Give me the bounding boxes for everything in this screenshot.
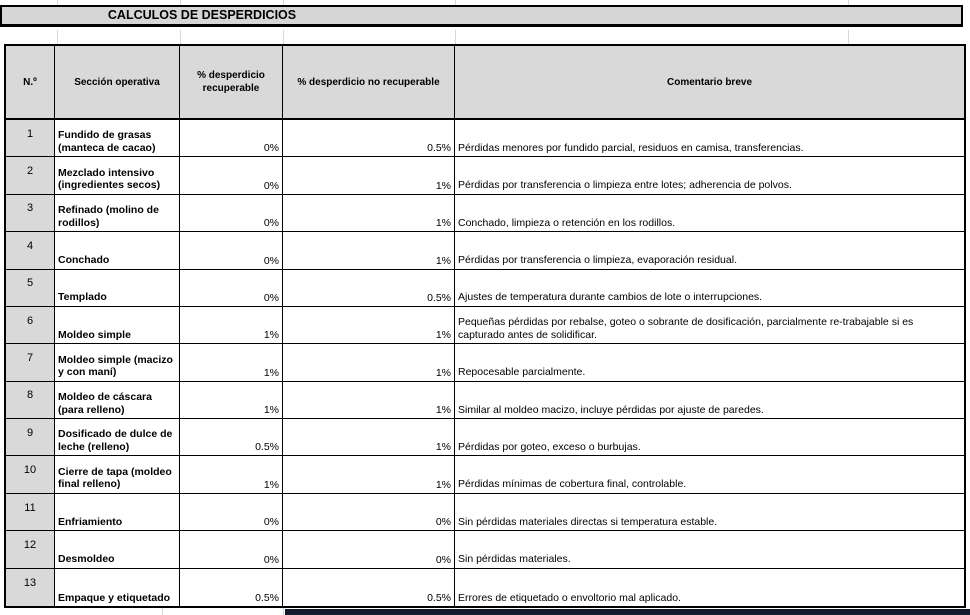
column-header-non-recoverable[interactable]: % desperdicio no recuperable xyxy=(283,46,455,120)
table-row xyxy=(6,344,964,381)
section-cell[interactable]: Fundido de grasas (manteca de cacao) xyxy=(55,120,180,156)
comment-cell[interactable]: Repocesable parcialmente. xyxy=(458,366,586,379)
recoverable-pct-cell[interactable]: 0% xyxy=(180,120,283,156)
section-cell[interactable]: Desmoldeo xyxy=(55,531,180,567)
recoverable-pct-cell[interactable]: 1% xyxy=(180,307,283,343)
non-recoverable-pct-cell[interactable]: 0.5% xyxy=(283,569,455,606)
sheet-title-bar[interactable] xyxy=(0,5,963,27)
sheet-title: CALCULOS DE DESPERDICIOS xyxy=(107,8,297,22)
recoverable-pct-cell[interactable]: 0% xyxy=(180,494,283,530)
non-recoverable-pct-cell[interactable]: 0.5% xyxy=(283,270,455,306)
comment-cell[interactable]: Ajustes de temperatura durante cambios de lote o interrupciones. xyxy=(458,291,763,304)
bottom-dark-bar xyxy=(285,609,970,615)
section-cell[interactable]: Dosificado de dulce de leche (relleno) xyxy=(55,419,180,455)
comment-cell[interactable]: Pérdidas por goteo, exceso o burbujas. xyxy=(458,440,641,453)
table-row xyxy=(6,307,964,344)
table-row xyxy=(6,195,964,232)
non-recoverable-pct-cell[interactable]: 1% xyxy=(283,307,455,343)
section-cell[interactable]: Moldeo simple (macizo y con maní) xyxy=(55,344,180,380)
recoverable-pct-cell[interactable]: 0.5% xyxy=(180,419,283,455)
comment-cell[interactable]: Pérdidas por transferencia o limpieza entre lotes; adherencia de polvos. xyxy=(458,179,792,192)
table-row xyxy=(6,531,964,568)
row-number-cell[interactable]: 5 xyxy=(6,270,55,306)
comment-cell[interactable]: Errores de etiquetado o envoltorio mal aplicado. xyxy=(458,591,681,604)
comment-cell[interactable]: Conchado, limpieza o retención en los rodillos. xyxy=(458,216,676,229)
non-recoverable-pct-cell[interactable]: 1% xyxy=(283,419,455,455)
row-number-cell[interactable]: 13 xyxy=(6,569,55,606)
section-cell[interactable]: Cierre de tapa (moldeo final relleno) xyxy=(55,456,180,492)
section-cell[interactable]: Templado xyxy=(55,270,180,306)
comment-cell[interactable]: Pérdidas mínimas de cobertura final, controlable. xyxy=(458,478,687,491)
non-recoverable-pct-cell[interactable]: 0% xyxy=(283,494,455,530)
table-row xyxy=(6,270,964,307)
column-header-comment[interactable]: Comentario breve xyxy=(455,46,964,120)
row-number-cell[interactable]: 1 xyxy=(6,120,55,156)
table-row xyxy=(6,456,964,493)
non-recoverable-pct-cell[interactable]: 1% xyxy=(283,344,455,380)
sheet-gridline xyxy=(283,30,284,44)
table-header-row xyxy=(6,46,964,120)
row-number-cell[interactable]: 4 xyxy=(6,232,55,268)
section-cell[interactable]: Moldeo simple xyxy=(55,307,180,343)
comment-cell[interactable]: Sin pérdidas materiales. xyxy=(458,553,571,566)
non-recoverable-pct-cell[interactable]: 1% xyxy=(283,456,455,492)
sheet-gridline xyxy=(848,30,849,44)
column-header-section[interactable]: Sección operativa xyxy=(55,46,180,120)
row-number-cell[interactable]: 8 xyxy=(6,382,55,418)
row-number-cell[interactable]: 10 xyxy=(6,456,55,492)
table-row xyxy=(6,157,964,194)
non-recoverable-pct-cell[interactable]: 0.5% xyxy=(283,120,455,156)
table-row xyxy=(6,120,964,157)
section-cell[interactable]: Enfriamiento xyxy=(55,494,180,530)
section-cell[interactable]: Refinado (molino de rodillos) xyxy=(55,195,180,231)
column-header-recoverable[interactable]: % desperdicio recuperable xyxy=(180,46,283,120)
row-number-cell[interactable]: 9 xyxy=(6,419,55,455)
table-row xyxy=(6,569,964,606)
section-cell[interactable]: Moldeo de cáscara (para relleno) xyxy=(55,382,180,418)
non-recoverable-pct-cell[interactable]: 1% xyxy=(283,382,455,418)
recoverable-pct-cell[interactable]: 0% xyxy=(180,157,283,193)
table-row xyxy=(6,382,964,419)
comment-cell[interactable]: Sin pérdidas materiales directas si temperatura estable. xyxy=(458,515,718,528)
table-row xyxy=(6,419,964,456)
table-row xyxy=(6,232,964,269)
comment-cell[interactable]: Pequeñas pérdidas por rebalse, goteo o sobrante de dosificación, parcialmente re-trabajable si es capturado antes de solidificar. xyxy=(458,316,914,341)
recoverable-pct-cell[interactable]: 0% xyxy=(180,270,283,306)
recoverable-pct-cell[interactable]: 1% xyxy=(180,344,283,380)
section-cell[interactable]: Mezclado intensivo (ingredientes secos) xyxy=(55,157,180,193)
row-number-cell[interactable]: 3 xyxy=(6,195,55,231)
sheet-gridline xyxy=(57,30,58,44)
table-row xyxy=(6,494,964,531)
recoverable-pct-cell[interactable]: 1% xyxy=(180,382,283,418)
comment-cell[interactable]: Pérdidas por transferencia o limpieza, evaporación residual. xyxy=(458,254,737,267)
section-cell[interactable]: Conchado xyxy=(55,232,180,268)
non-recoverable-pct-cell[interactable]: 1% xyxy=(283,232,455,268)
non-recoverable-pct-cell[interactable]: 1% xyxy=(283,195,455,231)
recoverable-pct-cell[interactable]: 0% xyxy=(180,195,283,231)
section-cell[interactable]: Empaque y etiquetado xyxy=(55,569,180,606)
column-header-number[interactable]: N.º xyxy=(6,46,55,120)
sheet-gridline xyxy=(180,30,181,44)
non-recoverable-pct-cell[interactable]: 1% xyxy=(283,157,455,193)
recoverable-pct-cell[interactable]: 0.5% xyxy=(180,569,283,606)
sheet-gridline xyxy=(162,608,163,615)
row-number-cell[interactable]: 2 xyxy=(6,157,55,193)
row-number-cell[interactable]: 12 xyxy=(6,531,55,567)
waste-calculations-table xyxy=(4,44,966,608)
row-number-cell[interactable]: 11 xyxy=(6,494,55,530)
comment-cell[interactable]: Pérdidas menores por fundido parcial, residuos en camisa, transferencias. xyxy=(458,141,804,154)
row-number-cell[interactable]: 6 xyxy=(6,307,55,343)
recoverable-pct-cell[interactable]: 0% xyxy=(180,232,283,268)
sheet-gridline xyxy=(455,30,456,44)
recoverable-pct-cell[interactable]: 0% xyxy=(180,531,283,567)
recoverable-pct-cell[interactable]: 1% xyxy=(180,456,283,492)
non-recoverable-pct-cell[interactable]: 0% xyxy=(283,531,455,567)
table-body xyxy=(6,120,964,606)
comment-cell[interactable]: Similar al moldeo macizo, incluye pérdidas por ajuste de paredes. xyxy=(458,403,764,416)
row-number-cell[interactable]: 7 xyxy=(6,344,55,380)
sheet-gridline xyxy=(283,608,284,615)
